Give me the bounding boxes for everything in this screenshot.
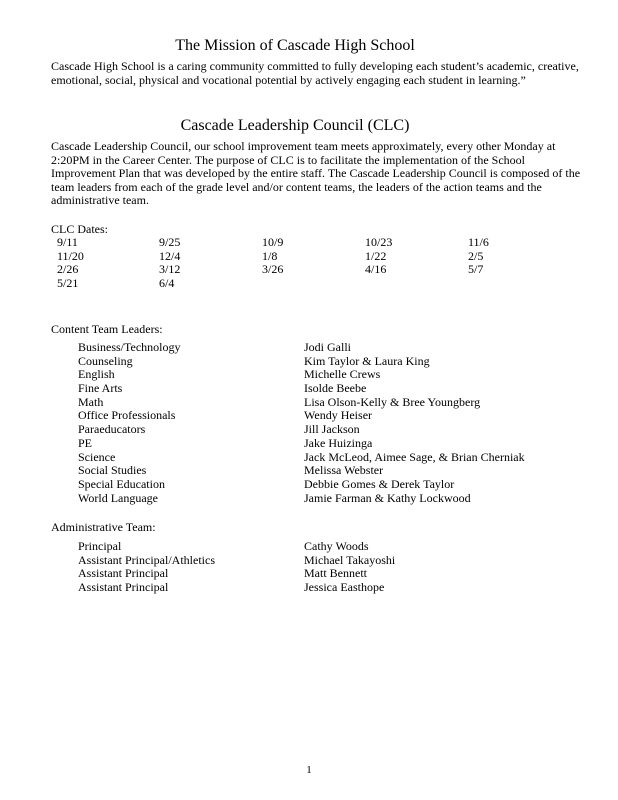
roster-role: Assistant Principal xyxy=(78,580,169,595)
roster-person: Michelle Crews xyxy=(304,367,381,382)
roster-role: Office Professionals xyxy=(78,408,176,423)
roster-role: Math xyxy=(78,394,104,409)
roster-row xyxy=(78,540,578,554)
content-team-roster xyxy=(78,341,578,505)
roster-role: Social Studies xyxy=(78,463,147,478)
roster-row xyxy=(78,581,578,595)
mission-title: The Mission of Cascade High School xyxy=(175,37,415,54)
roster-row xyxy=(78,492,578,506)
clc-date: 2/26 xyxy=(57,262,79,277)
roster-person: Kim Taylor & Laura King xyxy=(304,353,430,368)
roster-row xyxy=(78,423,578,437)
clc-date: 9/25 xyxy=(159,236,181,249)
clc-date: 5/7 xyxy=(468,262,484,277)
roster-role: World Language xyxy=(78,490,159,505)
roster-person: Matt Bennett xyxy=(304,566,367,581)
roster-row xyxy=(78,437,578,451)
clc-date: 3/12 xyxy=(159,262,181,277)
roster-person: Jessica Easthope xyxy=(304,580,385,595)
clc-date: 11/6 xyxy=(468,236,489,249)
clc-date: 4/16 xyxy=(365,262,387,277)
roster-role: Paraeducators xyxy=(78,422,146,437)
clc-date: 1/22 xyxy=(365,248,387,263)
roster-role: Assistant Principal xyxy=(78,566,169,581)
roster-role: Fine Arts xyxy=(78,381,123,396)
clc-dates-grid xyxy=(51,236,496,292)
clc-date: 6/4 xyxy=(159,275,175,290)
roster-person: Jamie Farman & Kathy Lockwood xyxy=(304,490,471,505)
roster-row xyxy=(78,382,578,396)
roster-row xyxy=(78,341,578,355)
roster-row xyxy=(78,409,578,423)
roster-person: Jodi Galli xyxy=(304,340,351,354)
roster-person: Isolde Beebe xyxy=(304,381,367,396)
clc-date: 11/20 xyxy=(57,248,84,263)
roster-person: Michael Takayoshi xyxy=(304,552,396,567)
clc-date: 3/26 xyxy=(262,262,284,277)
clc-date: 12/4 xyxy=(159,248,181,263)
clc-date: 9/11 xyxy=(57,236,78,249)
roster-person: Cathy Woods xyxy=(304,539,369,553)
roster-row xyxy=(78,368,578,382)
roster-row xyxy=(78,464,578,478)
roster-row xyxy=(78,567,578,581)
roster-role: PE xyxy=(78,435,93,450)
roster-person: Jill Jackson xyxy=(304,422,360,437)
clc-date: 5/21 xyxy=(57,275,79,290)
roster-person: Lisa Olson-Kelly & Bree Youngberg xyxy=(304,394,481,409)
clc-title: Cascade Leadership Council (CLC) xyxy=(180,117,410,134)
roster-row xyxy=(78,396,578,410)
mission-statement: Cascade High School is a caring community committed to fully developing each student’s academic, creative, emotional, social, physical and vocational potential by actively engaging each student in learning.” xyxy=(51,59,579,87)
roster-person: Melissa Webster xyxy=(304,463,384,478)
roster-role: Science xyxy=(78,449,116,464)
roster-person: Wendy Heiser xyxy=(304,408,373,423)
roster-person: Debbie Gomes & Derek Taylor xyxy=(304,476,455,491)
roster-role: Business/Technology xyxy=(78,340,181,354)
roster-row xyxy=(78,554,578,568)
roster-row xyxy=(78,355,578,369)
content-team-label: Content Team Leaders: xyxy=(51,322,163,336)
roster-row xyxy=(78,451,578,465)
roster-role: Principal xyxy=(78,539,122,553)
roster-row xyxy=(78,478,578,492)
roster-role: Special Education xyxy=(78,476,165,491)
clc-date: 10/23 xyxy=(365,236,393,249)
clc-date: 2/5 xyxy=(468,248,484,263)
roster-person: Jack McLeod, Aimee Sage, & Brian Cherniak xyxy=(304,449,525,464)
clc-description: Cascade Leadership Council, our school improvement team meets approximately, every other Monday at 2:20PM in the Career Center. The purpose of CLC is to facilitate the implementation of the School Improvement Plan that was developed by the entire staff. The Cascade Leadership Council is composed of the team leaders from each of the grade level and/or content teams, the leaders of the action teams and the administrative team. xyxy=(51,139,581,208)
clc-date: 10/9 xyxy=(262,236,284,249)
page-number: 1 xyxy=(306,764,312,776)
roster-person: Jake Huizinga xyxy=(304,435,373,450)
admin-team-roster xyxy=(78,540,578,595)
clc-date: 1/8 xyxy=(262,248,278,263)
roster-role: Counseling xyxy=(78,353,133,368)
clc-dates-label: CLC Dates: xyxy=(51,222,108,236)
admin-team-label: Administrative Team: xyxy=(51,520,156,534)
roster-role: Assistant Principal/Athletics xyxy=(78,552,215,567)
roster-role: English xyxy=(78,367,115,382)
